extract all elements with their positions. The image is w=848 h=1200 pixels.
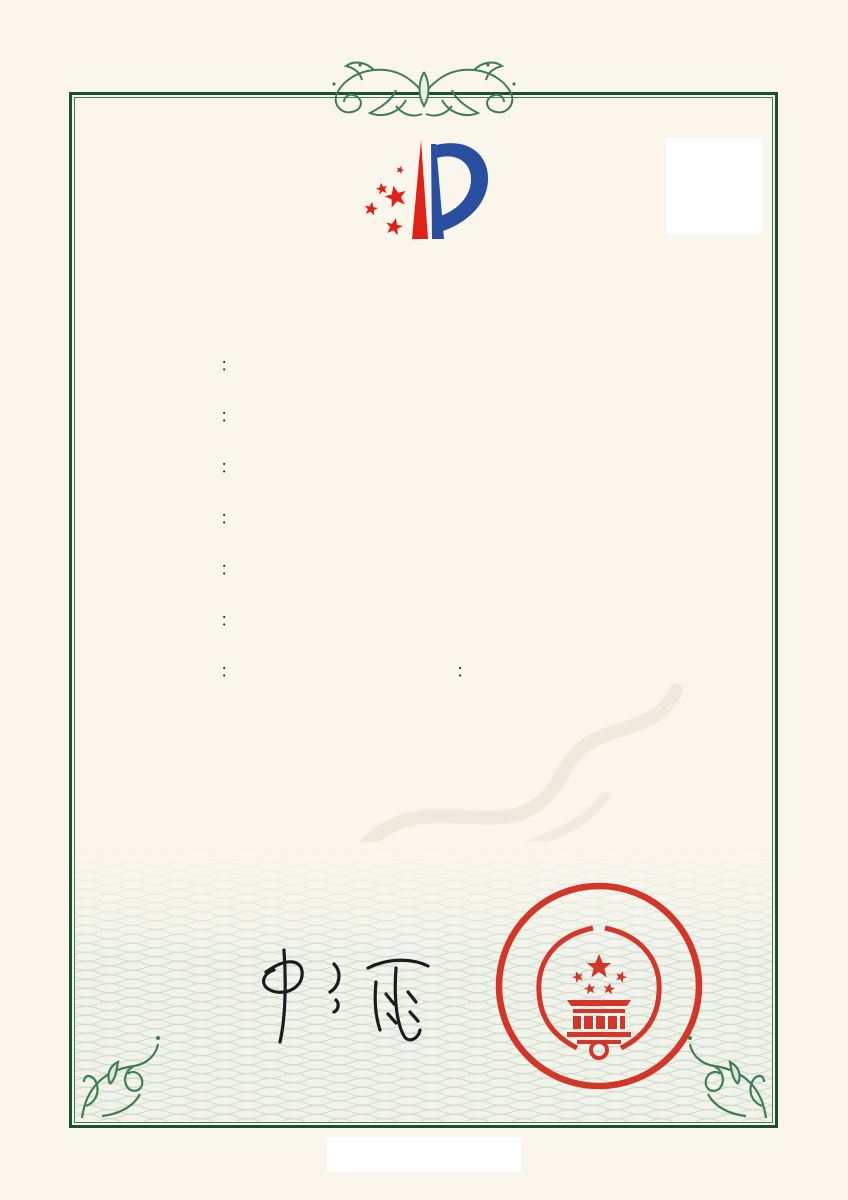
official-seal — [489, 876, 709, 1096]
handwritten-signature — [230, 938, 445, 1050]
field-value — [238, 661, 246, 681]
bottom-left-corner-ornament — [76, 1026, 168, 1122]
field-value — [238, 355, 246, 375]
field-value — [238, 406, 246, 426]
field-row-patentee: ： — [112, 555, 752, 581]
field-row-grant-date: ： ： — [112, 657, 752, 683]
field-row-address: ： — [112, 606, 752, 632]
field-row-patent-number: ： — [112, 453, 752, 479]
cnipa-logo-icon — [338, 128, 520, 248]
field-row-inventor: ： — [112, 402, 752, 428]
field-row-name: ： — [112, 351, 752, 377]
qr-code-icon — [677, 149, 751, 223]
continuation-note — [327, 1137, 521, 1172]
field-value — [238, 508, 246, 528]
field-value — [238, 457, 246, 477]
top-border-ornament — [310, 56, 538, 134]
certificate-number-line — [108, 141, 114, 163]
certificate-number-suffix — [108, 141, 114, 162]
field-grant-publication-number: ： — [456, 661, 474, 681]
barcode — [122, 898, 336, 915]
national-emblem-icon — [539, 928, 659, 1058]
field-value — [238, 610, 246, 630]
field-value — [238, 559, 246, 579]
qr-code — [666, 138, 762, 234]
field-row-filing-date: ： — [112, 504, 752, 530]
